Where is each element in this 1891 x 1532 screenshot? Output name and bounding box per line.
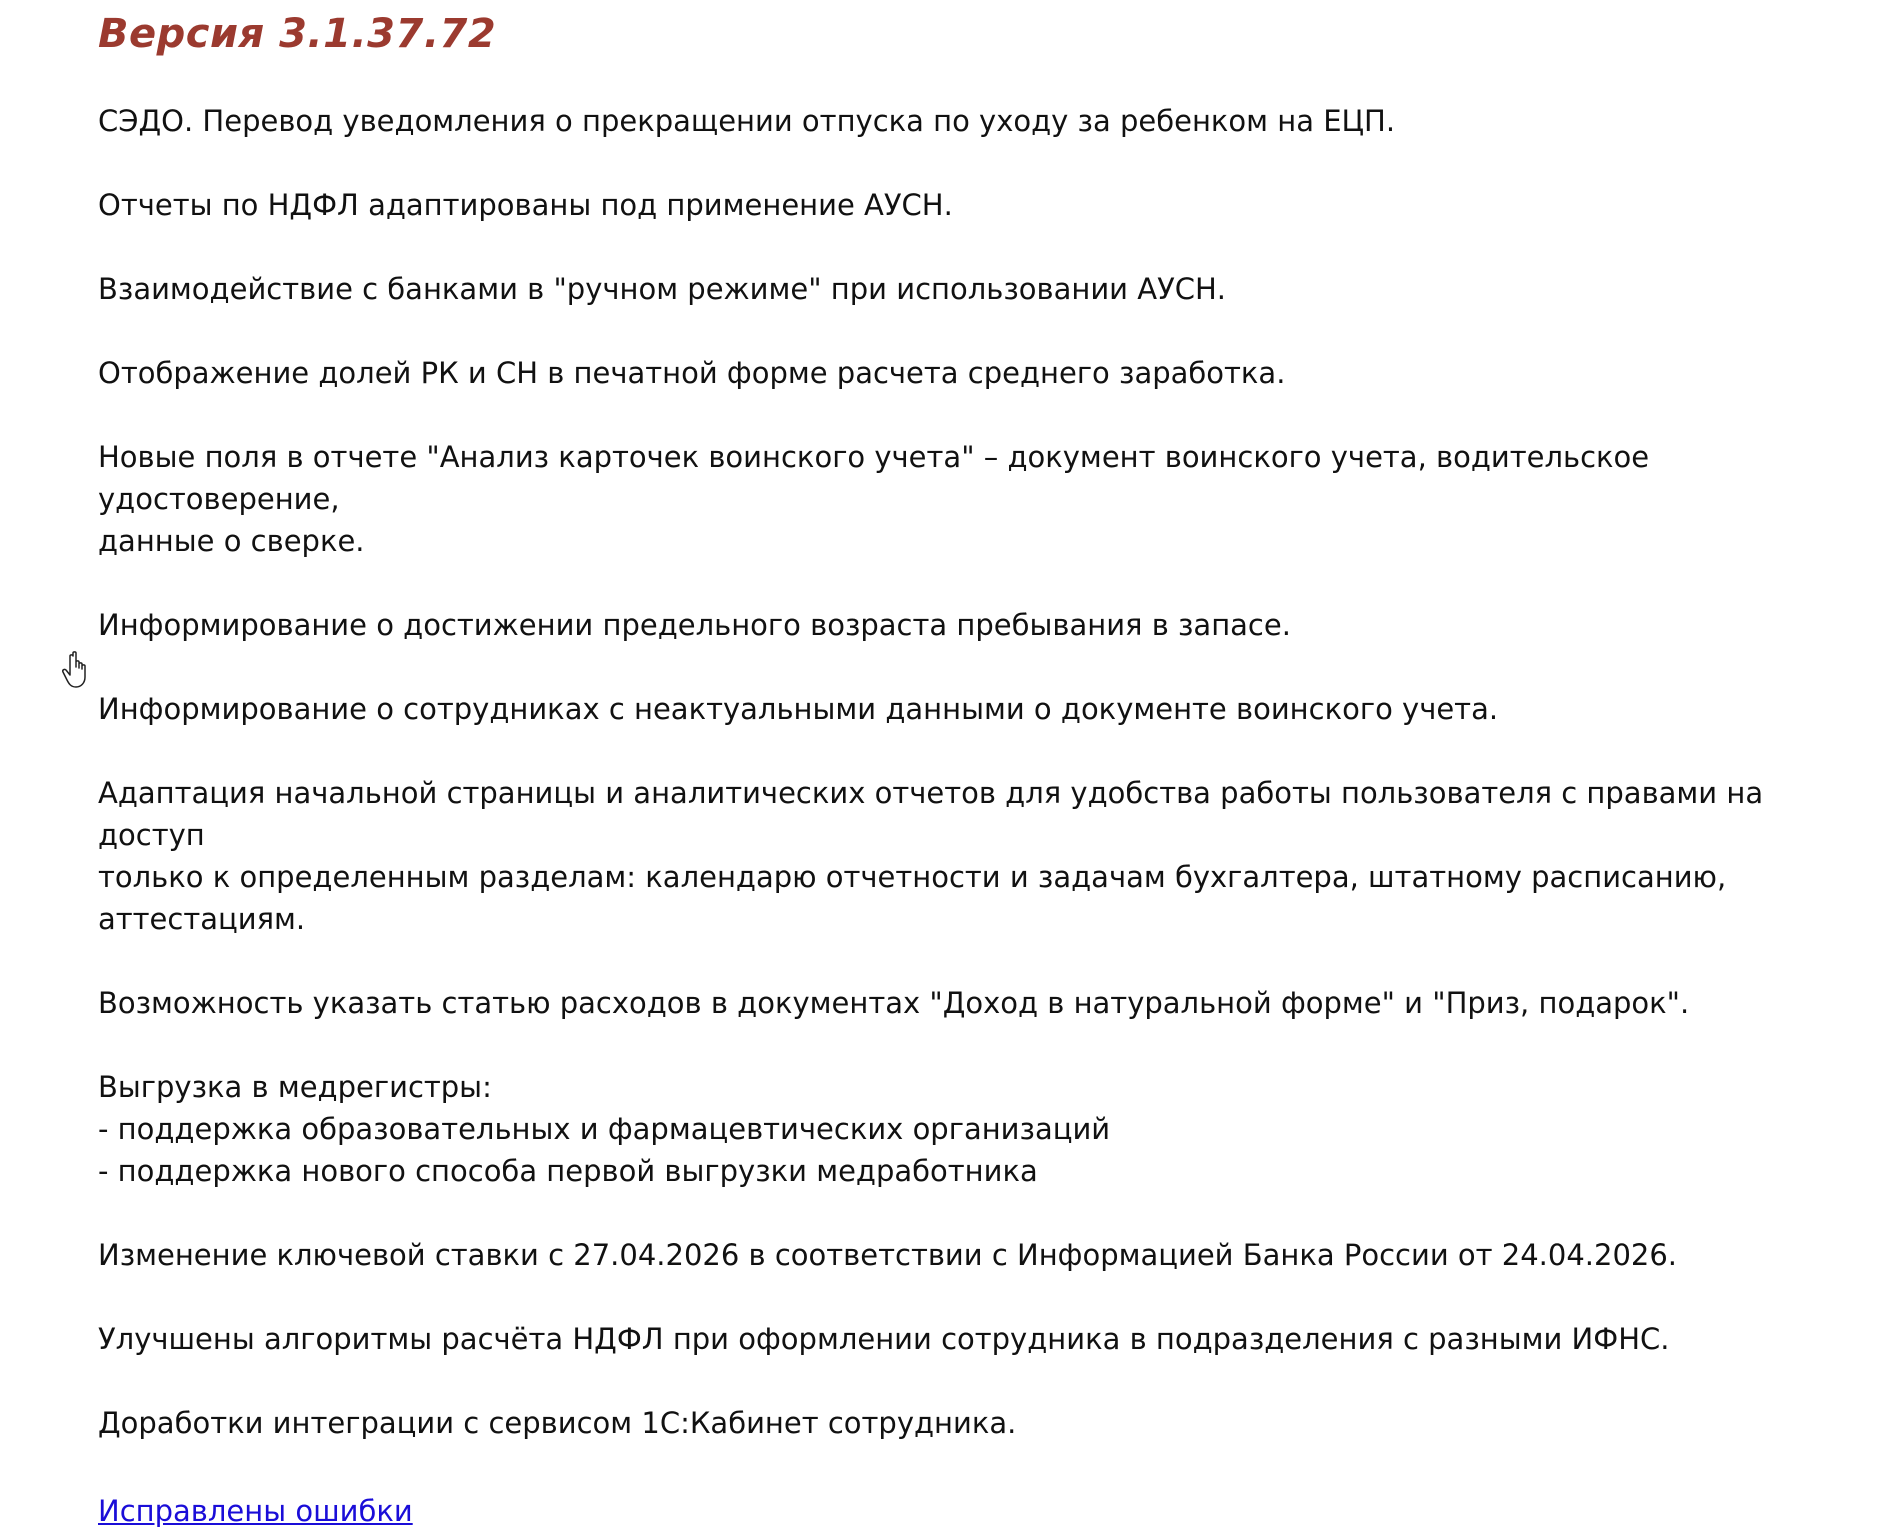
release-note-line: только к определенным разделам: календарю отчетности и задачам бухгалтера, штатному расписанию, (98, 860, 1727, 894)
release-note-item (98, 100, 1878, 142)
release-notes (98, 0, 1878, 1532)
release-note-line: - поддержка образовательных и фармацевтических организаций (98, 1112, 1111, 1146)
release-note-item (98, 268, 1878, 310)
release-note-line: Улучшены алгоритмы расчёта НДФЛ при оформлении сотрудника в подразделения с разными ИФНС. (98, 1322, 1670, 1356)
release-note-item (98, 604, 1878, 646)
release-note-line: данные о сверке. (98, 524, 365, 558)
release-note-line: Выгрузка в медрегистры: (98, 1070, 492, 1104)
release-note-item (98, 688, 1878, 730)
release-note-line: Адаптация начальной страницы и аналитических отчетов для удобства работы пользователя с правами на доступ (98, 776, 1764, 852)
release-note-item (98, 772, 1878, 940)
release-notes-list (98, 100, 1878, 1444)
release-note-line: Доработки интеграции с сервисом 1С:Кабинет сотрудника. (98, 1406, 1017, 1440)
release-note-line: Изменение ключевой ставки с 27.04.2026 в соответствии с Информацией Банка России от 24.04.2026. (98, 1238, 1678, 1272)
release-note-item (98, 982, 1878, 1024)
release-note-line: Отчеты по НДФЛ адаптированы под применение АУСН. (98, 188, 953, 222)
fixed-errors-link[interactable]: Исправлены ошибки (98, 1494, 413, 1528)
release-note-line: Информирование о достижении предельного возраста пребывания в запасе. (98, 608, 1291, 642)
release-note-item (98, 436, 1878, 562)
hand-pointer-icon (62, 650, 94, 690)
release-note-item (98, 1402, 1878, 1444)
release-note-line: Новые поля в отчете "Анализ карточек воинского учета" – документ воинского учета, водительское удостоверение, (98, 440, 1650, 516)
version-title: Версия 3.1.37.72 (98, 11, 497, 57)
release-note-line: Отображение долей РК и СН в печатной форме расчета среднего заработка. (98, 356, 1286, 390)
release-note-line: - поддержка нового способа первой выгрузки медработника (98, 1154, 1038, 1188)
release-note-line: Возможность указать статью расходов в документах "Доход в натуральной форме" и "Приз, подарок". (98, 986, 1690, 1020)
release-note-item (98, 1318, 1878, 1360)
release-note-item (98, 184, 1878, 226)
release-note-line: Взаимодействие с банками в "ручном режиме" при использовании АУСН. (98, 272, 1227, 306)
release-note-line: СЭДО. Перевод уведомления о прекращении отпуска по уходу за ребенком на ЕЦП. (98, 104, 1396, 138)
release-note-item (98, 1234, 1878, 1276)
release-note-item (98, 352, 1878, 394)
release-note-line: аттестациям. (98, 902, 306, 936)
release-note-item (98, 1066, 1878, 1192)
release-note-line: Информирование о сотрудниках с неактуальными данными о документе воинского учета. (98, 692, 1499, 726)
